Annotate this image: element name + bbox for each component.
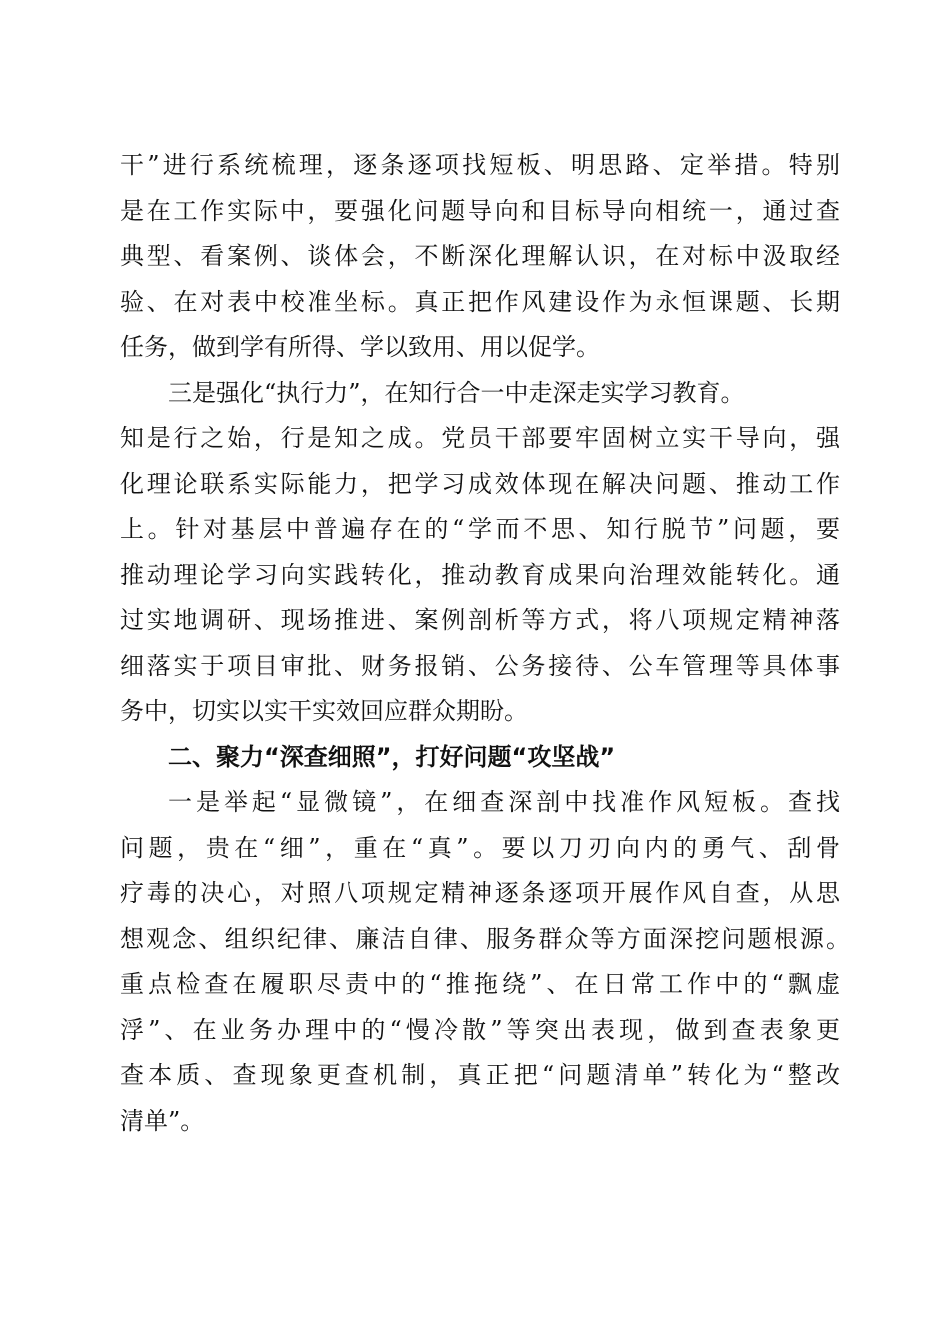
text-line: 干”进行系统梳理，逐条逐项找短板、明思路、定举措。特别 — [120, 151, 840, 179]
section-heading: 二、聚力“深查细照”，打好问题“攻坚战” — [168, 742, 616, 771]
text-line: 想观念、组织纪律、廉洁自律、服务群众等方面深挖问题根源。 — [120, 924, 850, 953]
text-line: 浮”、在业务办理中的“慢冷散”等突出表现，做到查表象更 — [120, 1015, 840, 1044]
text-line: 务中，切实以实干实效回应群众期盼。 — [120, 697, 528, 725]
text-line: 疗毒的决心，对照八项规定精神逐条逐项开展作风自查，从思 — [120, 879, 840, 907]
text-line: 查本质、查现象更查机制，真正把“问题清单”转化为“整改 — [120, 1061, 840, 1089]
text-line: 任务，做到学有所得、学以致用、用以促学。 — [120, 333, 600, 361]
paragraph-1 — [120, 143, 840, 371]
text-line: 上。针对基层中普遍存在的“学而不思、知行脱节”问题，要 — [120, 515, 840, 543]
text-line: 三是强化“执行力”，在知行合一中走深走实学习教育。 — [168, 378, 745, 407]
text-line: 清单”。 — [120, 1106, 205, 1135]
text-line: 重点检查在履职尽责中的“推拖绕”、在日常工作中的“飘虚 — [120, 970, 840, 998]
text-line: 问题，贵在“细”，重在“真”。要以刀刃向内的勇气、刮骨 — [120, 833, 840, 862]
text-line: 验、在对表中校准坐标。真正把作风建设作为永恒课题、长期 — [120, 287, 840, 316]
text-line: 典型、看案例、谈体会，不断深化理解认识，在对标中汲取经 — [120, 242, 840, 270]
paragraph-3 — [120, 780, 850, 1144]
text-line: 一是举起“显微镜”，在细查深剖中找准作风短板。查找 — [168, 788, 840, 816]
text-line: 知是行之始，行是知之成。党员干部要牢固树立实干导向，强 — [120, 424, 840, 452]
paragraph-2 — [120, 371, 840, 735]
document-page — [120, 143, 850, 1144]
text-line: 是在工作实际中，要强化问题导向和目标导向相统一，通过查 — [120, 196, 840, 225]
text-line: 细落实于项目审批、财务报销、公务接待、公车管理等具体事 — [120, 651, 840, 680]
text-line: 化理论联系实际能力，把学习成效体现在解决问题、推动工作 — [120, 469, 840, 498]
text-line: 推动理论学习向实践转化，推动教育成果向治理效能转化。通 — [120, 560, 840, 589]
text-line: 过实地调研、现场推进、案例剖析等方式，将八项规定精神落 — [120, 606, 840, 634]
